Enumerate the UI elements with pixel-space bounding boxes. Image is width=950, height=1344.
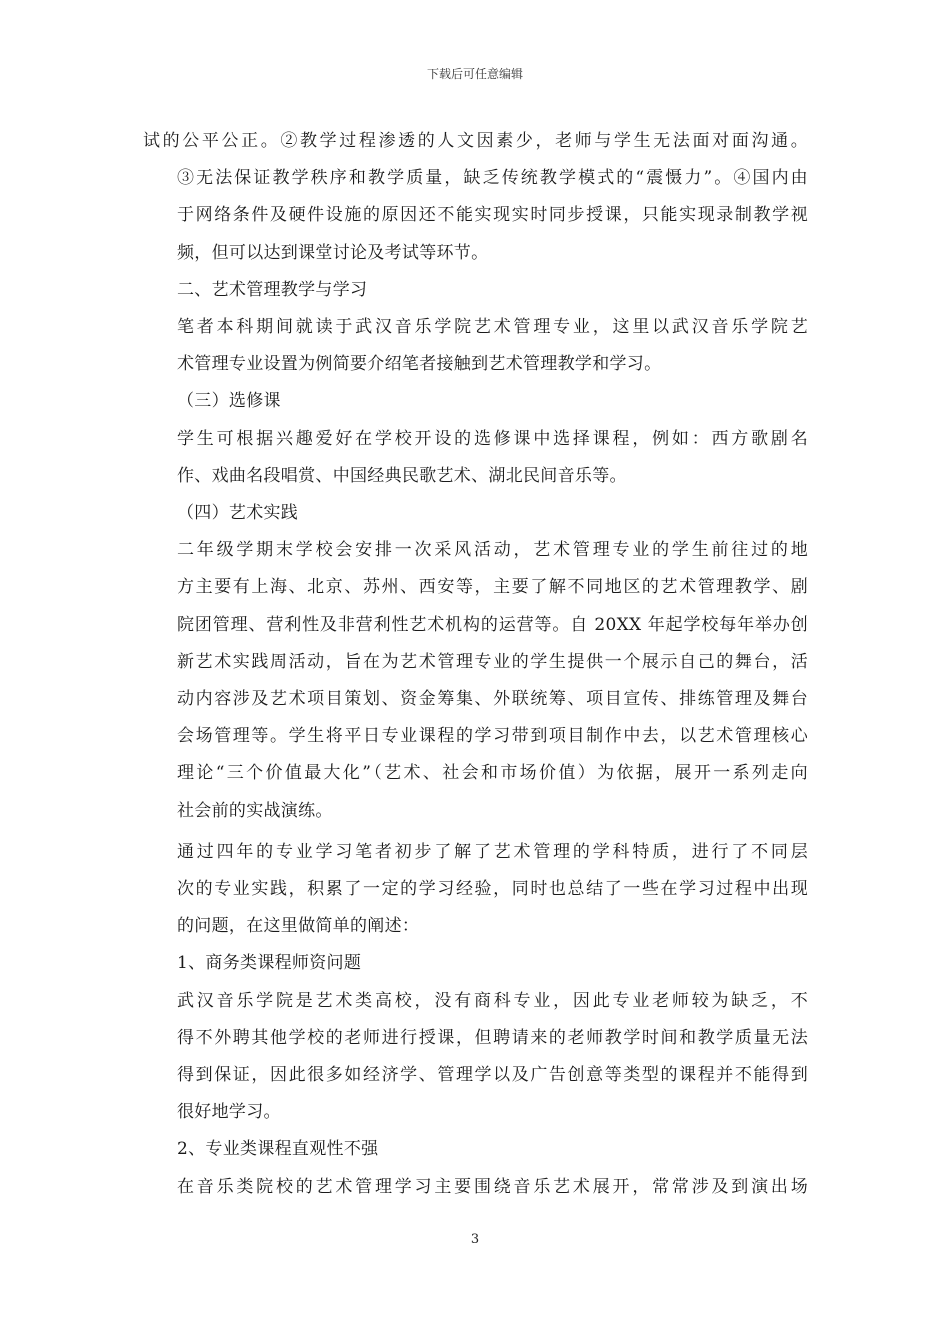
item-heading-business-faculty: 1、商务类课程师资问题 [177,953,362,974]
text-line: 新艺术实践周活动，旨在为艺术管理专业的学生提供一个展示自己的舞台，活 [177,651,808,672]
text-line: 得不外聘其他学校的老师进行授课，但聘请来的老师教学时间和教学质量无法 [177,1027,808,1048]
text-line: 会场管理等。学生将平日专业课程的学习带到项目制作中去，以艺术管理核心 [177,726,808,747]
text-line: 武汉音乐学院是艺术类高校，没有商科专业，因此专业老师较为缺乏，不 [177,990,808,1011]
text-line: 很好地学习。 [177,1102,281,1123]
page-header: 下载后可任意编辑 [426,67,523,81]
subsection-heading-art-practice: （四）艺术实践 [177,503,299,524]
text-line: 笔者本科期间就读于武汉音乐学院艺术管理专业，这里以武汉音乐学院艺 [177,317,808,338]
text-line: 试的公平公正。②教学过程渗透的人文因素少，老师与学生无法面对面沟通。 [143,131,808,151]
text-line: 二年级学期末学校会安排一次采风活动，艺术管理专业的学生前往过的地 [177,540,808,561]
text-line: 术管理专业设置为例简要介绍笔者接触到艺术管理教学和学习。 [177,354,662,375]
paragraph-business-faculty [143,983,808,1132]
text-line: 院团管理、营利性及非营利性艺术机构的运营等。自 20XX 年起学校每年举办创 [177,614,808,635]
text-line: 方主要有上海、北京、苏州、西安等，主要了解不同地区的艺术管理教学、剧 [177,577,808,598]
subsection-heading-electives: （三）选修课 [177,391,281,412]
page-number: 3 [470,1232,480,1247]
paragraph-online-teaching-drawbacks [143,123,808,272]
paragraph-intuitiveness [143,1169,808,1206]
paragraph-art-practice [143,532,808,830]
paragraph-introduction [143,309,808,383]
text-line: ③无法保证教学秩序和教学质量，缺乏传统教学模式的“震慑力”。④国内由 [177,168,808,189]
paragraph-summary [143,834,808,946]
paragraph-electives [143,421,808,495]
item-heading-intuitiveness: 2、专业类课程直观性不强 [177,1139,379,1160]
document-body [143,123,808,1206]
text-line: 的问题，在这里做简单的阐述： [177,916,420,937]
text-line: 在音乐类院校的艺术管理学习主要围绕音乐艺术展开，常常涉及到演出场 [177,1176,808,1197]
text-line: 社会前的实战演练。 [177,800,333,821]
text-line: 次的专业实践，积累了一定的学习经验，同时也总结了一些在学习过程中出现 [177,879,808,900]
section-heading-art-management: 二、艺术管理教学与学习 [177,279,368,300]
text-line: 动内容涉及艺术项目策划、资金筹集、外联统筹、项目宣传、排练管理及舞台 [177,689,808,710]
text-line: 学生可根据兴趣爱好在学校开设的选修课中选择课程，例如：西方歌剧名 [177,428,808,449]
text-line: 作、戏曲名段唱赏、中国经典民歌艺术、湖北民间音乐等。 [177,465,627,486]
text-line: 理论“三个价值最大化”（艺术、社会和市场价值）为依据，展开一系列走向 [177,763,808,784]
text-line: 通过四年的专业学习笔者初步了解了艺术管理的学科特质，进行了不同层 [177,841,808,862]
text-line: 频，但可以达到课堂讨论及考试等环节。 [177,242,489,263]
text-line: 得到保证，因此很多如经济学、管理学以及广告创意等类型的课程并不能得到 [177,1065,808,1086]
text-line: 于网络条件及硬件设施的原因还不能实现实时同步授课，只能实现录制教学视 [177,205,808,226]
